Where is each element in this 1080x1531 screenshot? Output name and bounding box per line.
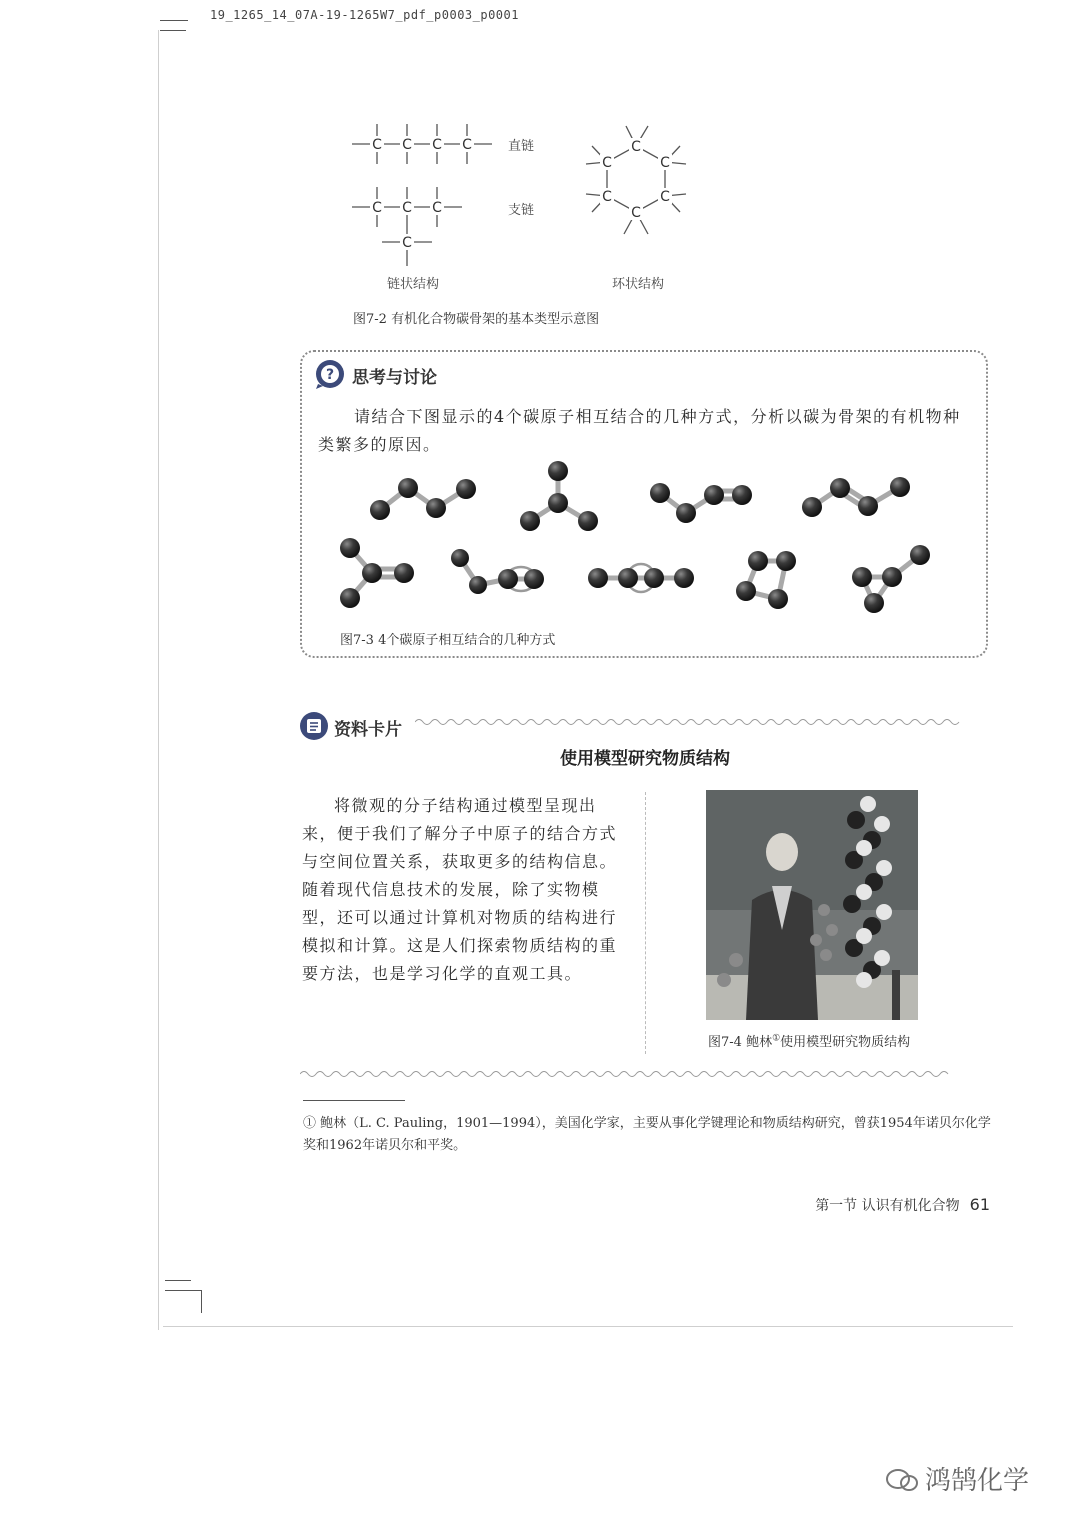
figure-7-3-caption: 图7-3 4个碳原子相互结合的几种方式: [340, 633, 556, 648]
watermark-text: 鸿鹄化学: [925, 1466, 1030, 1496]
think-discuss-title: 思考与讨论: [352, 368, 437, 388]
carbon-atom-label: C: [602, 189, 612, 205]
document-card-icon: [298, 710, 330, 742]
footnote: ① 鲍林（L. C. Pauling，1901—1994），美国化学家，主要从事化学键理论和物质结构研究，曾获1954年诺贝尔化学奖和1962年诺贝尔和平奖。: [303, 1116, 991, 1153]
figure-7-2-caption: 图7-2 有机化合物碳骨架的基本类型示意图: [353, 312, 600, 327]
carbon-ball-models: [330, 455, 980, 625]
svg-text:?: ?: [325, 367, 335, 383]
wavy-divider: [415, 716, 990, 728]
scan-crop-mark: [160, 30, 186, 31]
label-chain-structure: 链状结构: [387, 277, 440, 292]
carbon-atom-label: C: [631, 139, 641, 155]
footnote-marker[interactable]: ①: [772, 1033, 781, 1044]
figure-7-4-caption-prefix: 图7-4 鲍林: [708, 1035, 773, 1050]
think-discuss-prompt: 请结合下图显示的4个碳原子相互结合的几种方式，分析以碳为骨架的有机物种类繁多的原因。: [318, 407, 961, 454]
carbon-atom-label: C: [602, 155, 612, 171]
data-card-title: 资料卡片: [334, 720, 402, 740]
page-bottom-line: [163, 1326, 1013, 1327]
wavy-divider-bottom: [300, 1068, 992, 1080]
carbon-atom-label: C: [432, 200, 442, 216]
footnote-rule: [303, 1100, 405, 1101]
carbon-atom-label: C: [372, 200, 382, 216]
carbon-atom-label: C: [631, 205, 641, 221]
carbon-atom-label: C: [660, 155, 670, 171]
label-ring-structure: 环状结构: [612, 277, 665, 292]
label-straight-chain: 直链: [508, 139, 535, 154]
figure-7-4-caption: [708, 1031, 910, 1050]
scan-crop-mark: [165, 1280, 191, 1281]
carbon-atom-label: C: [372, 137, 382, 153]
data-card-heading: 使用模型研究物质结构: [560, 749, 730, 769]
scan-crop-mark: [160, 8, 188, 21]
section-name: 第一节 认识有机化合物: [815, 1198, 960, 1214]
carbon-atom-label: C: [402, 235, 412, 251]
scan-crop-mark: [165, 1290, 202, 1313]
pauling-photo: [706, 790, 918, 1020]
chat-bubble-icon: [885, 1467, 919, 1493]
label-branched-chain: 支链: [508, 203, 535, 218]
question-bubble-icon: [314, 358, 346, 390]
page-number: 61: [969, 1195, 990, 1214]
carbon-atom-label: C: [402, 137, 412, 153]
page-edge-line: [158, 30, 159, 1330]
watermark: [885, 1460, 1029, 1497]
page-footer: [815, 1195, 990, 1215]
photo-illustration: [706, 790, 918, 1020]
column-divider: [645, 792, 646, 1054]
data-card-body: 将微观的分子结构通过模型呈现出来，便于我们了解分子中原子的结合方式与空间位置关系，获取更多的结构信息。随着现代信息技术的发展，除了实物模型，还可以通过计算机对物质的结构进行模拟和计算。这是人们探索物质结构的重要方法，也是学习化学的直观工具。: [302, 796, 618, 983]
scan-header: 19_1265_14_07A-19-1265W7_pdf_p0003_p0001: [210, 8, 519, 22]
carbon-atom-label: C: [660, 189, 670, 205]
carbon-atom-label: C: [462, 137, 472, 153]
carbon-atom-label: C: [432, 137, 442, 153]
figure-7-4-caption-suffix: 使用模型研究物质结构: [780, 1035, 911, 1050]
carbon-atom-label: C: [402, 200, 412, 216]
